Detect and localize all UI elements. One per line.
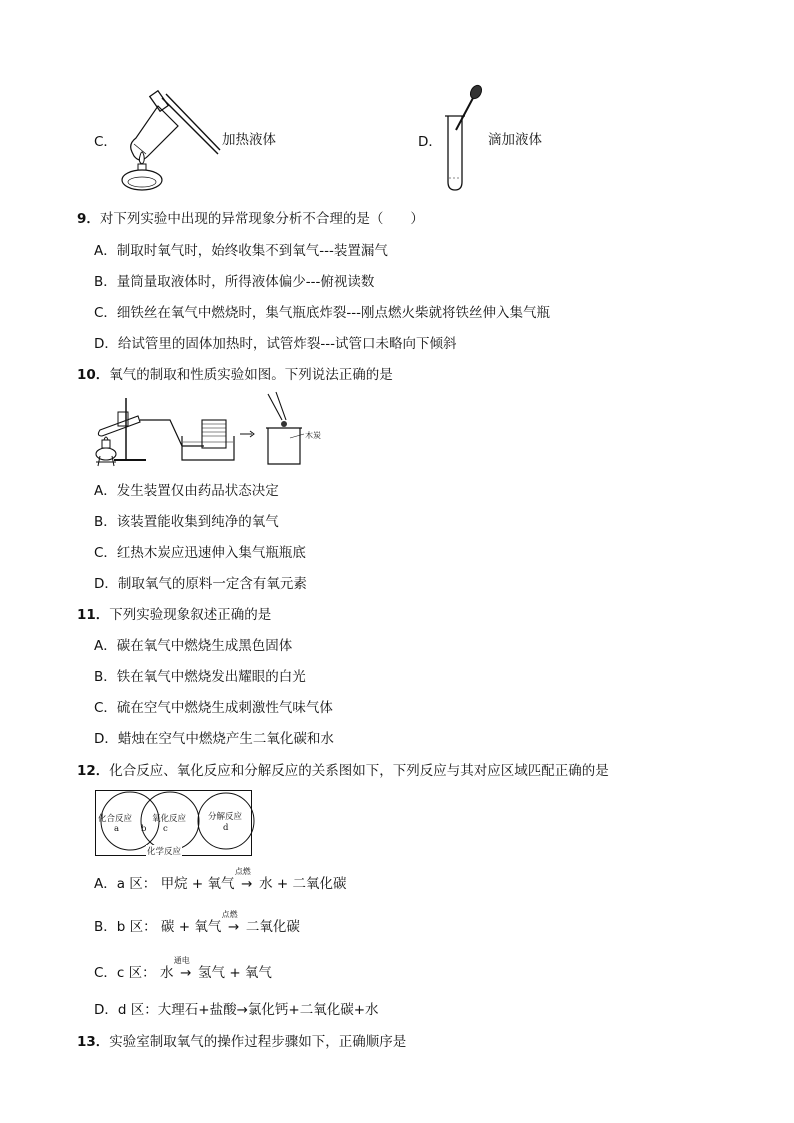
q10-option-b: B．该装置能收集到纯净的氧气 bbox=[94, 514, 279, 530]
venn-region-b: b bbox=[141, 824, 147, 834]
q12-option-d bbox=[94, 998, 379, 1018]
question-13 bbox=[77, 1030, 406, 1050]
q10-option-d: D．制取氧气的原料一定含有氧元素 bbox=[94, 576, 307, 592]
question-10 bbox=[77, 363, 393, 383]
option-text: 大理石+盐酸→氯化钙+二氧化碳+水 bbox=[157, 1002, 379, 1018]
option-d-letter: D． bbox=[418, 134, 442, 150]
reaction-arrow-icon: → bbox=[241, 876, 253, 892]
question-number: 11． bbox=[77, 607, 110, 623]
products: 二氧化碳 bbox=[245, 919, 300, 935]
heating-liquid-figure bbox=[118, 86, 224, 192]
oxygen-apparatus-figure bbox=[92, 390, 322, 470]
venn-region-d: d bbox=[223, 823, 229, 833]
reaction-condition: 点燃 bbox=[221, 910, 238, 919]
question-stem: 实验室制取氧气的操作过程步骤如下，正确顺序是 bbox=[109, 1034, 407, 1050]
q11-option-d: D．蜡烛在空气中燃烧产生二氧化碳和水 bbox=[94, 731, 334, 747]
question-number: 12． bbox=[77, 763, 110, 779]
option-c-text: 加热液体 bbox=[222, 132, 276, 148]
q12-option-c bbox=[94, 956, 272, 981]
reaction-condition: 通电 bbox=[173, 956, 190, 965]
question-number: 10． bbox=[77, 367, 110, 383]
q9-option-d: D．给试管里的固体加热时，试管炸裂---试管口未略向下倾斜 bbox=[94, 336, 457, 352]
venn-oxidation-label: 氧化反应 bbox=[152, 814, 187, 824]
q10-option-a: A．发生装置仅由药品状态决定 bbox=[94, 483, 279, 499]
dropping-liquid-figure bbox=[440, 82, 490, 194]
question-stem: 氧气的制取和性质实验如图。下列说法正确的是 bbox=[109, 367, 393, 383]
question-12 bbox=[77, 759, 609, 779]
option-d-text: 滴加液体 bbox=[488, 132, 542, 148]
option-c-letter: C． bbox=[94, 134, 117, 150]
q11-option-b: B．铁在氧气中燃烧发出耀眼的白光 bbox=[94, 669, 306, 685]
q9-option-b: B．量筒量取液体时，所得液体偏少---俯视读数 bbox=[94, 274, 375, 290]
products: 水 + 二氧化碳 bbox=[259, 876, 347, 892]
reaction-venn-diagram bbox=[95, 790, 252, 856]
venn-decomposition-label: 分解反应 bbox=[208, 812, 243, 822]
question-number: 9． bbox=[77, 211, 100, 227]
q10-option-c: C．红热木炭应迅速伸入集气瓶瓶底 bbox=[94, 545, 306, 561]
q11-option-c: C．硫在空气中燃烧生成刺激性气味气体 bbox=[94, 700, 333, 716]
option-prefix: B．b 区： bbox=[94, 919, 157, 935]
question-stem: 下列实验现象叙述正确的是 bbox=[109, 607, 272, 623]
option-prefix: C．c 区： bbox=[94, 965, 156, 981]
q12-option-a bbox=[94, 867, 347, 892]
products: 氢气 + 氧气 bbox=[198, 965, 272, 981]
question-number: 13． bbox=[77, 1034, 110, 1050]
option-prefix: A．a 区： bbox=[94, 876, 157, 892]
venn-region-c: c bbox=[163, 824, 168, 834]
reaction-arrow-icon: → bbox=[227, 919, 240, 935]
option-prefix: D．d 区： bbox=[94, 1002, 158, 1018]
q11-option-a: A．碳在氧气中燃烧生成黑色固体 bbox=[94, 638, 293, 654]
question-9 bbox=[77, 207, 424, 227]
q9-option-a: A．制取时氧气时，始终收集不到氧气---装置漏气 bbox=[94, 243, 388, 259]
question-stem: 化合反应、氧化反应和分解反应的关系图如下，下列反应与其对应区域匹配正确的是 bbox=[109, 763, 609, 779]
reactants: 碳 + 氧气 bbox=[160, 919, 222, 935]
q9-option-c: C．细铁丝在氧气中燃烧时，集气瓶底炸裂---刚点燃火柴就将铁丝伸入集气瓶 bbox=[94, 305, 551, 321]
reactants: 水 bbox=[159, 965, 174, 981]
reactants: 甲烷 + 氧气 bbox=[160, 876, 235, 892]
venn-combination-label: 化合反应 bbox=[98, 814, 133, 824]
q12-option-b bbox=[94, 910, 300, 935]
charcoal-label: 木炭 bbox=[305, 431, 321, 440]
question-stem: 对下列实验中出现的异常现象分析不合理的是（ ） bbox=[99, 211, 424, 227]
reaction-arrow-icon: → bbox=[180, 965, 192, 981]
reaction-condition: 点燃 bbox=[234, 867, 251, 876]
question-11 bbox=[77, 603, 271, 623]
venn-region-a: a bbox=[114, 824, 120, 834]
venn-chemical-label: 化学反应 bbox=[147, 847, 182, 857]
